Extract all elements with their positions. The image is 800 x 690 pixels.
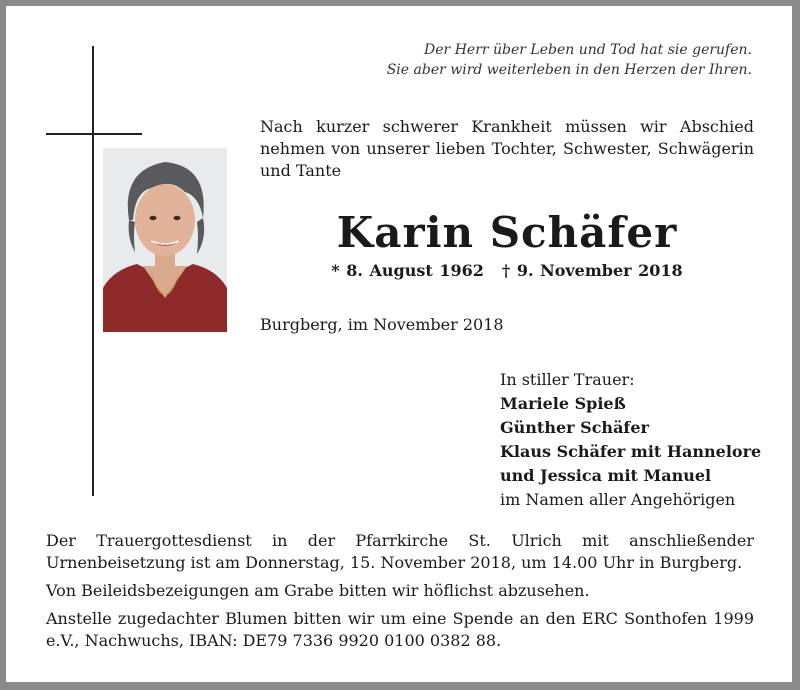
obituary-notice [6,6,792,682]
death-date: † 9. November 2018 [501,261,683,280]
cross-horizontal-bar [46,133,142,135]
funeral-service-notice: Der Trauergottesdienst in der Pfarrkirche St. Ulrich mit anschließender Urnenbeisetzung ist am Donnerstag, 15. November 2018, um 14.00 Uhr in Burgberg. [46,531,754,572]
cross-vertical-bar [92,46,94,496]
portrait-illustration [103,148,227,332]
deceased-name: Karin Schäfer [336,208,678,257]
mourners-block [500,368,761,512]
mourners-heading: In stiller Trauer: [500,370,635,389]
intro-text: Nach kurzer schwerer Krankheit müssen wir Abschied nehmen von unserer lieben Tochter, Schwester, Schwägerin und Tante [260,117,754,180]
portrait-photo [103,148,227,332]
service-notices [46,530,754,658]
condolence-notice: Von Beileidsbezeigungen am Grabe bitten wir höflichst abzusehen. [46,581,590,600]
mourner-name: Mariele Spieß [500,394,626,413]
place-date: Burgberg, im November 2018 [260,315,504,334]
mourner-name: Klaus Schäfer mit Hannelore [500,442,762,461]
mourner-name: und Jessica mit Manuel [500,466,712,485]
mourners-closing: im Namen aller Angehörigen [500,490,736,509]
birth-date: * 8. August 1962 [331,261,484,280]
motto-line-1: Der Herr über Leben und Tod hat sie gerufen. [424,42,752,58]
donation-notice: Anstelle zugedachter Blumen bitten wir um eine Spende an den ERC Sonthofen 1999 e.V., Nachwuchs, IBAN: DE79 7336 9920 0100 0382 88. [46,609,754,650]
mourner-name: Günther Schäfer [500,418,649,437]
motto-line-2: Sie aber wird weiterleben in den Herzen der Ihren. [386,62,752,78]
life-dates [260,260,754,282]
motto [387,40,752,80]
